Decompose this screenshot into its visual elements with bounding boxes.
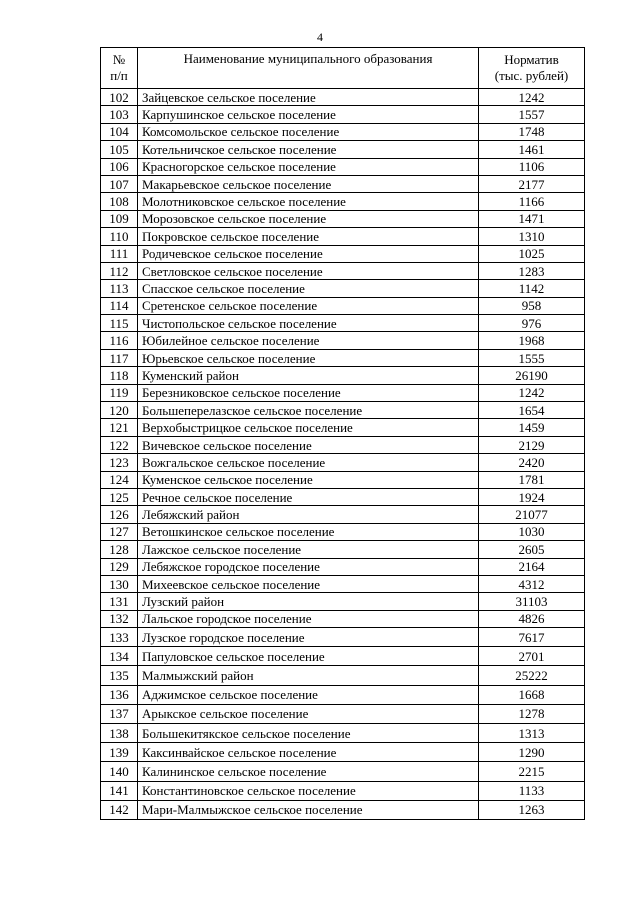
table-row xyxy=(101,454,585,471)
row-name: Лузский район xyxy=(138,593,479,610)
row-number: 140 xyxy=(101,762,138,781)
row-name: Зайцевское сельское поселение xyxy=(138,89,479,106)
row-number: 118 xyxy=(101,367,138,384)
table-row xyxy=(101,106,585,123)
row-normative: 1106 xyxy=(479,158,585,175)
row-name: Ветошкинское сельское поселение xyxy=(138,523,479,540)
row-number: 108 xyxy=(101,193,138,210)
row-name: Молотниковское сельское поселение xyxy=(138,193,479,210)
row-name: Лузское городское поселение xyxy=(138,628,479,647)
row-name: Малмыжский район xyxy=(138,666,479,685)
table-row xyxy=(101,280,585,297)
row-name: Лальское городское поселение xyxy=(138,610,479,627)
row-normative: 1133 xyxy=(479,781,585,800)
row-number: 120 xyxy=(101,402,138,419)
row-normative: 2605 xyxy=(479,541,585,558)
row-number: 106 xyxy=(101,158,138,175)
table-row xyxy=(101,262,585,279)
row-name: Куменское сельское поселение xyxy=(138,471,479,488)
row-name: Калининское сельское поселение xyxy=(138,762,479,781)
table-row xyxy=(101,506,585,523)
row-number: 109 xyxy=(101,210,138,227)
row-normative: 976 xyxy=(479,315,585,332)
table-row xyxy=(101,245,585,262)
row-name: Спасское сельское поселение xyxy=(138,280,479,297)
header-normative-unit: (тыс. рублей) xyxy=(494,68,569,83)
row-normative: 1278 xyxy=(479,704,585,723)
row-name: Лажское сельское поселение xyxy=(138,541,479,558)
table-row xyxy=(101,610,585,627)
row-number: 104 xyxy=(101,123,138,140)
row-number: 123 xyxy=(101,454,138,471)
row-number: 141 xyxy=(101,781,138,800)
normative-table xyxy=(100,47,585,820)
row-name: Папуловское сельское поселение xyxy=(138,647,479,666)
row-name: Юбилейное сельское поселение xyxy=(138,332,479,349)
header-normative-label: Норматив xyxy=(504,52,559,67)
table-row xyxy=(101,419,585,436)
header-number-symbol: № xyxy=(112,52,126,67)
header-normative xyxy=(479,48,585,89)
table-row xyxy=(101,743,585,762)
row-normative: 26190 xyxy=(479,367,585,384)
row-normative: 31103 xyxy=(479,593,585,610)
row-name: Котельничское сельское поселение xyxy=(138,141,479,158)
table-row xyxy=(101,628,585,647)
table-row xyxy=(101,647,585,666)
table-row xyxy=(101,228,585,245)
row-name: Юрьевское сельское поселение xyxy=(138,349,479,366)
row-number: 133 xyxy=(101,628,138,647)
row-name: Аджимское сельское поселение xyxy=(138,685,479,704)
row-normative: 1166 xyxy=(479,193,585,210)
row-name: Сретенское сельское поселение xyxy=(138,297,479,314)
table-row xyxy=(101,349,585,366)
row-number: 137 xyxy=(101,704,138,723)
row-number: 121 xyxy=(101,419,138,436)
table-row xyxy=(101,402,585,419)
row-number: 116 xyxy=(101,332,138,349)
row-name: Покровское сельское поселение xyxy=(138,228,479,245)
row-number: 135 xyxy=(101,666,138,685)
table-row xyxy=(101,141,585,158)
row-normative: 1313 xyxy=(479,724,585,743)
row-number: 113 xyxy=(101,280,138,297)
row-number: 102 xyxy=(101,89,138,106)
row-normative: 1025 xyxy=(479,245,585,262)
table-row xyxy=(101,210,585,227)
row-normative: 1668 xyxy=(479,685,585,704)
table-row xyxy=(101,315,585,332)
row-name: Михеевское сельское поселение xyxy=(138,575,479,592)
row-normative: 1310 xyxy=(479,228,585,245)
row-number: 114 xyxy=(101,297,138,314)
row-normative: 4312 xyxy=(479,575,585,592)
row-name: Лебяжский район xyxy=(138,506,479,523)
row-normative: 1968 xyxy=(479,332,585,349)
row-normative: 1459 xyxy=(479,419,585,436)
table-row xyxy=(101,471,585,488)
row-number: 129 xyxy=(101,558,138,575)
row-number: 105 xyxy=(101,141,138,158)
row-normative: 1030 xyxy=(479,523,585,540)
row-name: Светловское сельское поселение xyxy=(138,262,479,279)
row-number: 134 xyxy=(101,647,138,666)
row-normative: 1471 xyxy=(479,210,585,227)
header-number xyxy=(101,48,138,89)
table-row xyxy=(101,332,585,349)
row-name: Макарьевское сельское поселение xyxy=(138,175,479,192)
row-normative: 2215 xyxy=(479,762,585,781)
row-normative: 1242 xyxy=(479,384,585,401)
row-number: 136 xyxy=(101,685,138,704)
table-row xyxy=(101,297,585,314)
table-row xyxy=(101,685,585,704)
row-name: Вичевское сельское поселение xyxy=(138,436,479,453)
page-number: 4 xyxy=(317,30,323,44)
row-normative: 1924 xyxy=(479,488,585,505)
table-row xyxy=(101,593,585,610)
table-row xyxy=(101,384,585,401)
row-normative: 2701 xyxy=(479,647,585,666)
row-number: 130 xyxy=(101,575,138,592)
table-row xyxy=(101,724,585,743)
table-row xyxy=(101,193,585,210)
row-name: Каксинвайское сельское поселение xyxy=(138,743,479,762)
row-normative: 2129 xyxy=(479,436,585,453)
row-number: 117 xyxy=(101,349,138,366)
row-name: Березниковское сельское поселение xyxy=(138,384,479,401)
row-number: 132 xyxy=(101,610,138,627)
row-normative: 1557 xyxy=(479,106,585,123)
table-row xyxy=(101,541,585,558)
row-number: 107 xyxy=(101,175,138,192)
row-name: Верхобыстрицкое сельское поселение xyxy=(138,419,479,436)
row-number: 111 xyxy=(101,245,138,262)
header-name: Наименование муниципального образования xyxy=(138,48,479,89)
row-name: Лебяжское городское поселение xyxy=(138,558,479,575)
row-name: Речное сельское поселение xyxy=(138,488,479,505)
row-number: 127 xyxy=(101,523,138,540)
row-normative: 1263 xyxy=(479,800,585,819)
row-number: 128 xyxy=(101,541,138,558)
row-normative: 1748 xyxy=(479,123,585,140)
table-row xyxy=(101,575,585,592)
row-number: 115 xyxy=(101,315,138,332)
row-normative: 1142 xyxy=(479,280,585,297)
row-normative: 4826 xyxy=(479,610,585,627)
row-normative: 2164 xyxy=(479,558,585,575)
row-normative: 958 xyxy=(479,297,585,314)
table-row xyxy=(101,666,585,685)
table-row xyxy=(101,436,585,453)
table-row xyxy=(101,488,585,505)
row-normative: 1461 xyxy=(479,141,585,158)
table-body xyxy=(101,89,585,820)
row-normative: 1290 xyxy=(479,743,585,762)
row-normative: 1781 xyxy=(479,471,585,488)
row-name: Комсомольское сельское поселение xyxy=(138,123,479,140)
row-name: Морозовское сельское поселение xyxy=(138,210,479,227)
row-number: 126 xyxy=(101,506,138,523)
table-row xyxy=(101,762,585,781)
table-row xyxy=(101,781,585,800)
row-normative: 2420 xyxy=(479,454,585,471)
table-row xyxy=(101,704,585,723)
header-number-abbrev: п/п xyxy=(110,68,128,83)
row-number: 112 xyxy=(101,262,138,279)
row-number: 138 xyxy=(101,724,138,743)
table-row xyxy=(101,158,585,175)
table-row xyxy=(101,523,585,540)
table-row xyxy=(101,367,585,384)
row-normative: 2177 xyxy=(479,175,585,192)
row-number: 142 xyxy=(101,800,138,819)
row-name: Карпушинское сельское поселение xyxy=(138,106,479,123)
row-name: Куменский район xyxy=(138,367,479,384)
row-normative: 1654 xyxy=(479,402,585,419)
row-name: Чистопольское сельское поселение xyxy=(138,315,479,332)
row-name: Арыкское сельское поселение xyxy=(138,704,479,723)
row-normative: 21077 xyxy=(479,506,585,523)
table-row xyxy=(101,123,585,140)
table-row xyxy=(101,175,585,192)
row-name: Большекитякское сельское поселение xyxy=(138,724,479,743)
table-header-row xyxy=(101,48,585,89)
row-number: 122 xyxy=(101,436,138,453)
row-name: Константиновское сельское поселение xyxy=(138,781,479,800)
row-name: Большеперелазское сельское поселение xyxy=(138,402,479,419)
row-name: Родичевское сельское поселение xyxy=(138,245,479,262)
row-number: 131 xyxy=(101,593,138,610)
table-row xyxy=(101,800,585,819)
table-row xyxy=(101,558,585,575)
row-number: 119 xyxy=(101,384,138,401)
row-name: Мари-Малмыжское сельское поселение xyxy=(138,800,479,819)
row-number: 110 xyxy=(101,228,138,245)
row-number: 139 xyxy=(101,743,138,762)
row-normative: 1283 xyxy=(479,262,585,279)
row-normative: 1242 xyxy=(479,89,585,106)
row-name: Красногорское сельское поселение xyxy=(138,158,479,175)
row-normative: 7617 xyxy=(479,628,585,647)
row-normative: 1555 xyxy=(479,349,585,366)
row-normative: 25222 xyxy=(479,666,585,685)
row-number: 103 xyxy=(101,106,138,123)
table-row xyxy=(101,89,585,106)
row-number: 125 xyxy=(101,488,138,505)
row-number: 124 xyxy=(101,471,138,488)
row-name: Вожгальское сельское поселение xyxy=(138,454,479,471)
